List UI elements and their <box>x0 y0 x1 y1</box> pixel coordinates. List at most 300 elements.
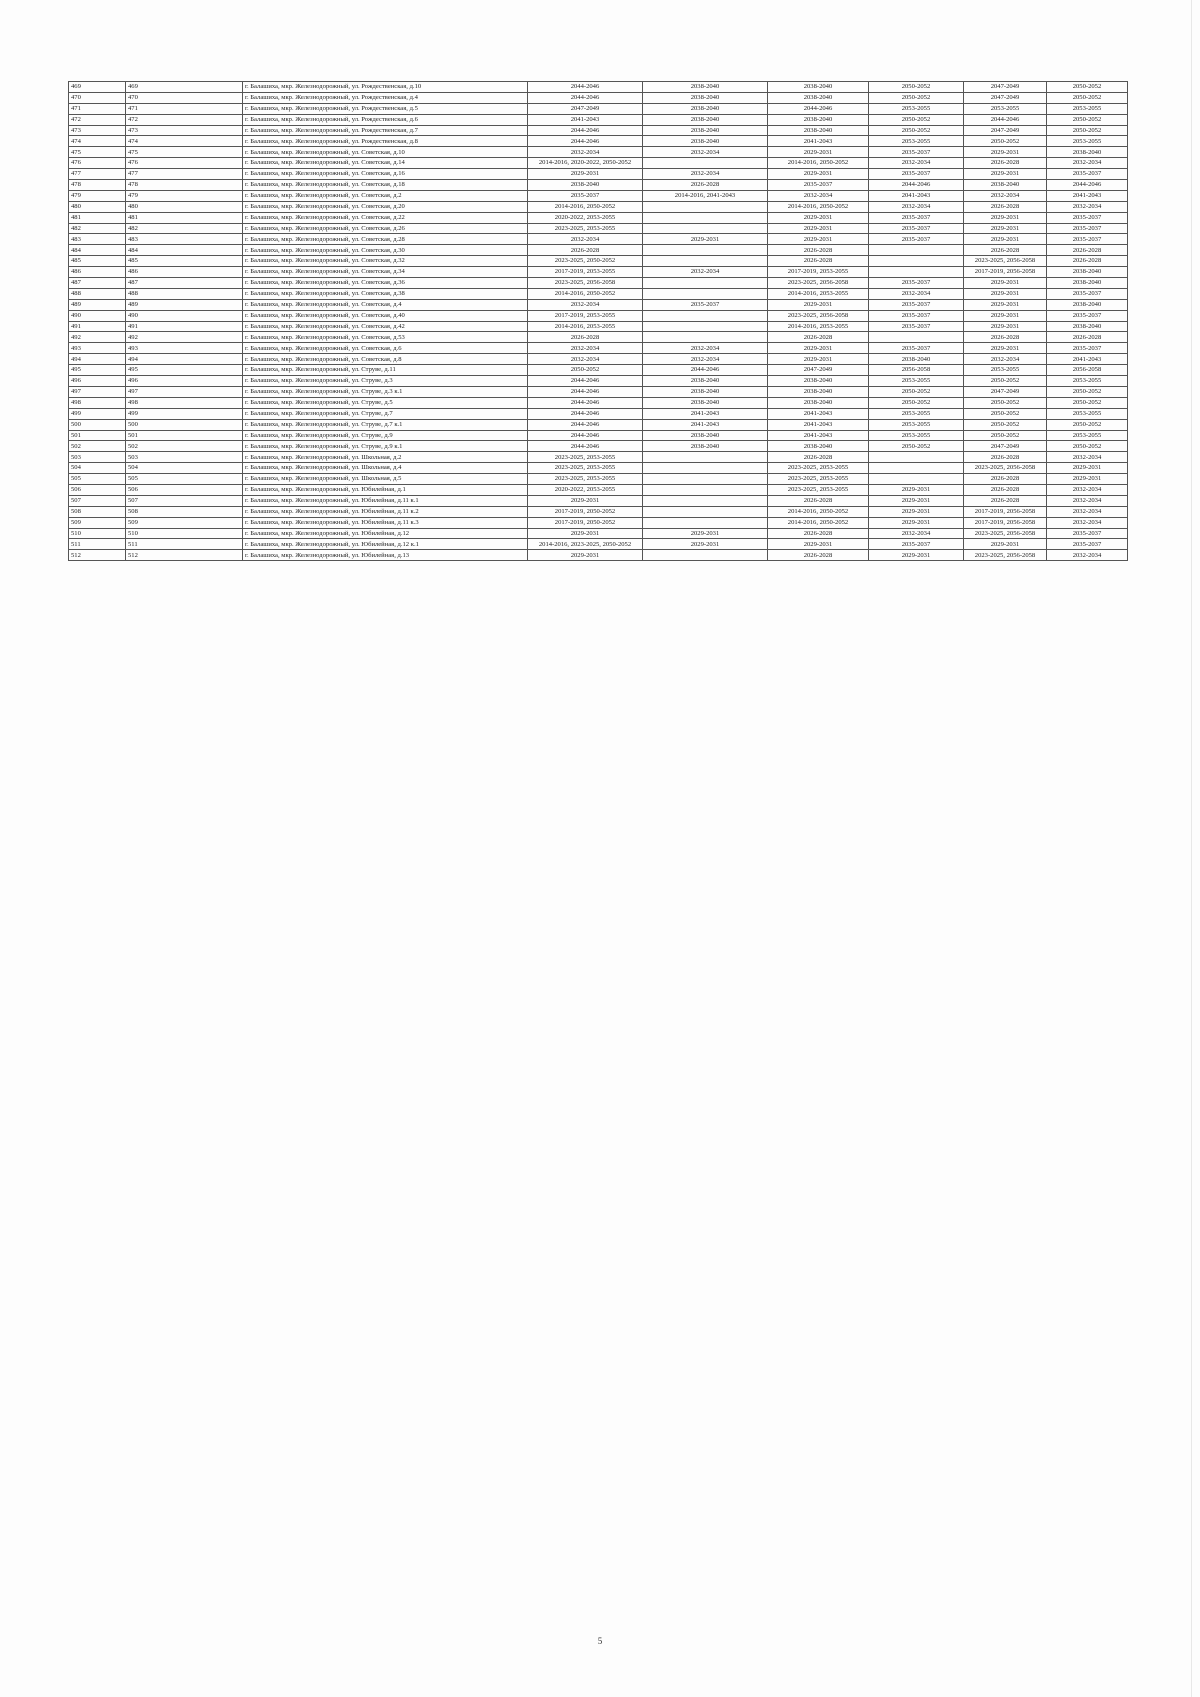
table-cell: 2023-2025, 2053-2055 <box>528 463 643 474</box>
table-cell: 491 <box>126 321 243 332</box>
table-cell: 476 <box>126 158 243 169</box>
table-cell: 2017-2019, 2056-2058 <box>964 267 1047 278</box>
table-cell <box>643 256 768 267</box>
table-cell: 2050-2052 <box>1047 419 1128 430</box>
table-cell: 2044-2046 <box>528 82 643 93</box>
table-cell: 2029-2031 <box>964 539 1047 550</box>
table-cell: 2017-2019, 2050-2052 <box>528 506 643 517</box>
table-cell: 473 <box>69 125 126 136</box>
table-cell: г. Балашиха, мкр. Железнодорожный, ул. Струве, д.9 <box>243 430 528 441</box>
table-cell: г. Балашиха, мкр. Железнодорожный, ул. Рождественская, д.7 <box>243 125 528 136</box>
table-row <box>69 365 1128 376</box>
table-cell: 490 <box>69 310 126 321</box>
table-cell: 478 <box>126 180 243 191</box>
table-cell: г. Балашиха, мкр. Железнодорожный, ул. Струве, д.7 к.1 <box>243 419 528 430</box>
table-cell: 2032-2034 <box>768 190 869 201</box>
table-cell: 2026-2028 <box>1047 245 1128 256</box>
table-cell: 485 <box>126 256 243 267</box>
table-cell: 2029-2031 <box>964 169 1047 180</box>
table-cell: г. Балашиха, мкр. Железнодорожный, ул. Рождественская, д.5 <box>243 103 528 114</box>
table-cell: 486 <box>126 267 243 278</box>
table-cell: 2014-2016, 2050-2052 <box>528 288 643 299</box>
table-cell: 2017-2019, 2053-2055 <box>768 267 869 278</box>
table-cell: 2041-2043 <box>643 419 768 430</box>
table-cell: 2017-2019, 2056-2058 <box>964 506 1047 517</box>
table-row <box>69 506 1128 517</box>
table-cell: 2041-2043 <box>528 114 643 125</box>
table-cell: 2035-2037 <box>1047 528 1128 539</box>
table-cell: 501 <box>69 430 126 441</box>
table-cell: 2026-2028 <box>768 452 869 463</box>
table-cell: 2038-2040 <box>643 386 768 397</box>
table-cell: 2023-2025, 2056-2058 <box>964 528 1047 539</box>
table-cell: 2038-2040 <box>643 92 768 103</box>
table-cell: 481 <box>126 212 243 223</box>
table-cell: 506 <box>126 484 243 495</box>
table-cell: 512 <box>69 550 126 561</box>
table-cell <box>643 332 768 343</box>
table-cell: 2029-2031 <box>528 169 643 180</box>
table-cell: 483 <box>126 234 243 245</box>
table-cell: 2035-2037 <box>869 147 964 158</box>
table-row <box>69 212 1128 223</box>
table-cell: 2056-2058 <box>1047 365 1128 376</box>
table-cell: 486 <box>69 267 126 278</box>
table-cell: г. Балашиха, мкр. Железнодорожный, ул. Школьная, д.5 <box>243 474 528 485</box>
table-cell: г. Балашиха, мкр. Железнодорожный, ул. Юбилейная, д.11 к.1 <box>243 495 528 506</box>
table-cell: 2014-2016, 2050-2052 <box>528 201 643 212</box>
table-cell: 491 <box>69 321 126 332</box>
table-cell <box>643 463 768 474</box>
table-cell: 2032-2034 <box>528 234 643 245</box>
table-cell: г. Балашиха, мкр. Железнодорожный, ул. Рождественская, д.6 <box>243 114 528 125</box>
table-row <box>69 114 1128 125</box>
schedule-table <box>68 81 1128 561</box>
table-cell: 470 <box>69 92 126 103</box>
table-cell: 2023-2025, 2053-2055 <box>528 223 643 234</box>
table-cell: 2044-2046 <box>1047 180 1128 191</box>
table-cell: 2038-2040 <box>869 354 964 365</box>
table-cell: 471 <box>126 103 243 114</box>
table-cell: 2029-2031 <box>869 484 964 495</box>
table-cell: 2029-2031 <box>869 506 964 517</box>
table-cell: 2032-2034 <box>869 201 964 212</box>
table-cell: 2035-2037 <box>1047 310 1128 321</box>
table-cell: 2047-2049 <box>964 125 1047 136</box>
table-cell: 2032-2034 <box>643 343 768 354</box>
table-cell: 498 <box>126 397 243 408</box>
table-cell: 2035-2037 <box>869 234 964 245</box>
table-cell: 2041-2043 <box>768 408 869 419</box>
table-cell: г. Балашиха, мкр. Железнодорожный, ул. Юбилейная, д.11 к.2 <box>243 506 528 517</box>
table-cell: 2053-2055 <box>964 365 1047 376</box>
table-cell <box>643 310 768 321</box>
table-row <box>69 376 1128 387</box>
table-cell <box>643 484 768 495</box>
table-cell: 2041-2043 <box>768 419 869 430</box>
table-row <box>69 419 1128 430</box>
table-cell: г. Балашиха, мкр. Железнодорожный, ул. Рождественская, д.8 <box>243 136 528 147</box>
table-cell: 2029-2031 <box>768 234 869 245</box>
table-cell <box>869 474 964 485</box>
table-cell: 2050-2052 <box>869 92 964 103</box>
table-cell: 2053-2055 <box>869 430 964 441</box>
table-cell <box>869 332 964 343</box>
table-row <box>69 430 1128 441</box>
table-cell: г. Балашиха, мкр. Железнодорожный, ул. Советская, д.14 <box>243 158 528 169</box>
table-cell: 2041-2043 <box>1047 354 1128 365</box>
table-cell: г. Балашиха, мкр. Железнодорожный, ул. Струве, д.5 <box>243 397 528 408</box>
table-row <box>69 201 1128 212</box>
table-cell: 2032-2034 <box>1047 201 1128 212</box>
table-cell: 503 <box>126 452 243 463</box>
table-cell: 2035-2037 <box>1047 212 1128 223</box>
table-cell: 2035-2037 <box>869 310 964 321</box>
table-cell: 477 <box>126 169 243 180</box>
table-cell <box>869 245 964 256</box>
table-cell: 2053-2055 <box>1047 376 1128 387</box>
table-cell <box>643 452 768 463</box>
table-cell: 2029-2031 <box>528 528 643 539</box>
table-cell: 472 <box>69 114 126 125</box>
table-cell: 2029-2031 <box>768 354 869 365</box>
table-cell: 2026-2028 <box>768 495 869 506</box>
table-cell: 2032-2034 <box>869 288 964 299</box>
table-cell: 493 <box>69 343 126 354</box>
table-cell: 2044-2046 <box>528 419 643 430</box>
table-cell: 2014-2016, 2020-2022, 2050-2052 <box>528 158 643 169</box>
table-cell: 2029-2031 <box>964 278 1047 289</box>
table-cell: 475 <box>69 147 126 158</box>
table-cell: 2029-2031 <box>768 539 869 550</box>
table-cell: 490 <box>126 310 243 321</box>
table-cell: 502 <box>69 441 126 452</box>
table-cell: 2047-2049 <box>964 441 1047 452</box>
table-cell: 2023-2025, 2053-2055 <box>528 452 643 463</box>
table-cell: 2032-2034 <box>964 190 1047 201</box>
table-cell: 2044-2046 <box>528 136 643 147</box>
table-cell: 2029-2031 <box>964 310 1047 321</box>
table-cell: 474 <box>69 136 126 147</box>
table-cell: 2035-2037 <box>528 190 643 201</box>
table-cell: г. Балашиха, мкр. Железнодорожный, ул. Советская, д.8 <box>243 354 528 365</box>
table-cell: 2032-2034 <box>1047 550 1128 561</box>
table-row <box>69 169 1128 180</box>
table-cell: 2050-2052 <box>869 82 964 93</box>
table-cell: г. Балашиха, мкр. Железнодорожный, ул. Советская, д.16 <box>243 169 528 180</box>
table-cell: 2050-2052 <box>869 397 964 408</box>
table-cell: 512 <box>126 550 243 561</box>
table-cell: г. Балашиха, мкр. Железнодорожный, ул. Юбилейная, д.11 к.3 <box>243 517 528 528</box>
table-cell: г. Балашиха, мкр. Железнодорожный, ул. Советская, д.26 <box>243 223 528 234</box>
table-cell: 2047-2049 <box>768 365 869 376</box>
table-cell: 2029-2031 <box>964 234 1047 245</box>
table-cell: 504 <box>69 463 126 474</box>
table-cell: 2050-2052 <box>964 376 1047 387</box>
table-cell: 2029-2031 <box>768 169 869 180</box>
table-cell: 2050-2052 <box>869 441 964 452</box>
table-cell: 2038-2040 <box>1047 267 1128 278</box>
table-cell: 2044-2046 <box>528 408 643 419</box>
table-cell: 2053-2055 <box>1047 136 1128 147</box>
table-cell: 2026-2028 <box>768 245 869 256</box>
table-cell: 2029-2031 <box>964 288 1047 299</box>
table-cell: г. Балашиха, мкр. Железнодорожный, ул. Юбилейная, д.13 <box>243 550 528 561</box>
table-cell: 473 <box>126 125 243 136</box>
table-cell: 2035-2037 <box>869 321 964 332</box>
table-cell: 2032-2034 <box>643 354 768 365</box>
table-cell: 2035-2037 <box>869 169 964 180</box>
table-cell: 2026-2028 <box>528 245 643 256</box>
table-cell: 488 <box>126 288 243 299</box>
table-cell: 509 <box>126 517 243 528</box>
table-cell <box>643 321 768 332</box>
table-cell: 2026-2028 <box>768 528 869 539</box>
table-cell <box>643 245 768 256</box>
table-row <box>69 441 1128 452</box>
table-row <box>69 278 1128 289</box>
table-cell: 494 <box>69 354 126 365</box>
table-cell: 2029-2031 <box>964 299 1047 310</box>
table-cell: 2029-2031 <box>1047 474 1128 485</box>
table-cell: г. Балашиха, мкр. Железнодорожный, ул. Советская, д.34 <box>243 267 528 278</box>
table-cell: 2035-2037 <box>869 212 964 223</box>
table-cell <box>643 288 768 299</box>
table-cell: 2014-2016, 2053-2055 <box>768 288 869 299</box>
table-cell: 2029-2031 <box>869 495 964 506</box>
table-cell: г. Балашиха, мкр. Железнодорожный, ул. Советская, д.2 <box>243 190 528 201</box>
table-cell: 2041-2043 <box>643 408 768 419</box>
table-cell: 2047-2049 <box>964 92 1047 103</box>
table-cell: г. Балашиха, мкр. Железнодорожный, ул. Струве, д.11 <box>243 365 528 376</box>
scan-edge <box>1191 0 1192 1697</box>
table-cell: 472 <box>126 114 243 125</box>
table-cell: 2014-2016, 2050-2052 <box>768 506 869 517</box>
table-cell: 2029-2031 <box>643 528 768 539</box>
table-cell: 493 <box>126 343 243 354</box>
table-cell: 2026-2028 <box>964 484 1047 495</box>
table-cell: 2023-2025, 2056-2058 <box>964 463 1047 474</box>
table-cell: 502 <box>126 441 243 452</box>
table-cell: 510 <box>69 528 126 539</box>
table-cell: 2038-2040 <box>643 103 768 114</box>
table-cell: 2026-2028 <box>964 452 1047 463</box>
table-row <box>69 267 1128 278</box>
table-cell: 2029-2031 <box>768 223 869 234</box>
table-cell: 507 <box>126 495 243 506</box>
table-cell: г. Балашиха, мкр. Железнодорожный, ул. Школьная, д.2 <box>243 452 528 463</box>
table-cell: г. Балашиха, мкр. Железнодорожный, ул. Советская, д.22 <box>243 212 528 223</box>
table-cell: 480 <box>69 201 126 212</box>
table-cell: 2017-2019, 2053-2055 <box>528 267 643 278</box>
table-cell: 2032-2034 <box>528 147 643 158</box>
table-cell: 492 <box>126 332 243 343</box>
table-row <box>69 386 1128 397</box>
table-cell: 489 <box>69 299 126 310</box>
table-cell: 492 <box>69 332 126 343</box>
table-cell: 2023-2025, 2056-2058 <box>768 278 869 289</box>
table-cell: 2026-2028 <box>964 474 1047 485</box>
table-cell <box>643 495 768 506</box>
table-cell: 2032-2034 <box>869 528 964 539</box>
table-cell: 2032-2034 <box>643 267 768 278</box>
table-cell: 500 <box>69 419 126 430</box>
table-cell: 2038-2040 <box>643 125 768 136</box>
table-row <box>69 474 1128 485</box>
table-cell: 2023-2025, 2056-2058 <box>964 550 1047 561</box>
table-cell: г. Балашиха, мкр. Железнодорожный, ул. Советская, д.10 <box>243 147 528 158</box>
table-cell <box>643 201 768 212</box>
table-cell: 2032-2034 <box>528 354 643 365</box>
table-cell: 2014-2016, 2041-2043 <box>643 190 768 201</box>
table-cell: 2050-2052 <box>964 430 1047 441</box>
table-cell: 2050-2052 <box>1047 92 1128 103</box>
table-row <box>69 495 1128 506</box>
table-cell: 501 <box>126 430 243 441</box>
table-cell: 2029-2031 <box>528 550 643 561</box>
table-cell: 2035-2037 <box>1047 223 1128 234</box>
table-cell: 484 <box>69 245 126 256</box>
table-row <box>69 92 1128 103</box>
table-row <box>69 550 1128 561</box>
table-cell: г. Балашиха, мкр. Железнодорожный, ул. Советская, д.30 <box>243 245 528 256</box>
table-cell: 496 <box>126 376 243 387</box>
table-cell <box>643 278 768 289</box>
table-cell: 2044-2046 <box>964 114 1047 125</box>
table-cell: 2026-2028 <box>768 256 869 267</box>
table-cell: 476 <box>69 158 126 169</box>
table-cell: 2053-2055 <box>869 103 964 114</box>
table-cell: 2044-2046 <box>643 365 768 376</box>
table-cell: 2035-2037 <box>869 299 964 310</box>
table-cell: г. Балашиха, мкр. Железнодорожный, ул. Советская, д.53 <box>243 332 528 343</box>
table-cell: 2053-2055 <box>869 376 964 387</box>
table-cell: 2026-2028 <box>643 180 768 191</box>
table-cell: 2023-2025, 2056-2058 <box>768 310 869 321</box>
table-cell: 2014-2016, 2050-2052 <box>768 201 869 212</box>
table-row <box>69 354 1128 365</box>
table-cell: 2050-2052 <box>964 408 1047 419</box>
table-cell: 477 <box>69 169 126 180</box>
table-cell: 2029-2031 <box>528 495 643 506</box>
table-row <box>69 125 1128 136</box>
table-cell: 2029-2031 <box>768 343 869 354</box>
table-cell: 481 <box>69 212 126 223</box>
table-cell: 2026-2028 <box>964 201 1047 212</box>
table-cell: 2038-2040 <box>1047 278 1128 289</box>
table-cell: 469 <box>126 82 243 93</box>
table-cell <box>869 267 964 278</box>
table-cell: 2041-2043 <box>1047 190 1128 201</box>
table-cell: 511 <box>69 539 126 550</box>
table-cell: г. Балашиха, мкр. Железнодорожный, ул. Струве, д.3 <box>243 376 528 387</box>
table-cell: 511 <box>126 539 243 550</box>
table-cell: 2032-2034 <box>1047 452 1128 463</box>
table-cell <box>643 158 768 169</box>
table-cell: 2038-2040 <box>643 397 768 408</box>
table-cell: г. Балашиха, мкр. Железнодорожный, ул. Советская, д.32 <box>243 256 528 267</box>
table-cell: 2023-2025, 2053-2055 <box>768 463 869 474</box>
table-cell: 508 <box>126 506 243 517</box>
table-cell: 470 <box>126 92 243 103</box>
table-cell: 2014-2016, 2050-2052 <box>768 517 869 528</box>
table-cell: 2044-2046 <box>528 92 643 103</box>
table-cell: 2026-2028 <box>528 332 643 343</box>
table-cell: 2029-2031 <box>869 517 964 528</box>
table-cell: 2035-2037 <box>1047 539 1128 550</box>
table-cell: 2050-2052 <box>1047 397 1128 408</box>
table-cell: 2047-2049 <box>964 82 1047 93</box>
table-cell: 2041-2043 <box>869 190 964 201</box>
table-cell: 2038-2040 <box>643 376 768 387</box>
table-row <box>69 321 1128 332</box>
table-cell: 2053-2055 <box>869 408 964 419</box>
table-cell: 500 <box>126 419 243 430</box>
table-cell: г. Балашиха, мкр. Железнодорожный, ул. Советская, д.40 <box>243 310 528 321</box>
table-cell: 2038-2040 <box>643 82 768 93</box>
table-cell: г. Балашиха, мкр. Железнодорожный, ул. Советская, д.38 <box>243 288 528 299</box>
table-cell: 2053-2055 <box>1047 103 1128 114</box>
table-cell: 2032-2034 <box>643 169 768 180</box>
table-cell: 499 <box>126 408 243 419</box>
table-cell: 2014-2016, 2050-2052 <box>768 158 869 169</box>
table-cell: 2032-2034 <box>528 343 643 354</box>
table-row <box>69 82 1128 93</box>
table-cell: г. Балашиха, мкр. Железнодорожный, ул. Советская, д.4 <box>243 299 528 310</box>
table-cell: 2026-2028 <box>768 332 869 343</box>
table-cell: 2038-2040 <box>768 386 869 397</box>
table-cell: 2029-2031 <box>768 212 869 223</box>
table-cell: 2032-2034 <box>1047 495 1128 506</box>
table-cell: 2038-2040 <box>643 114 768 125</box>
table-cell: 2032-2034 <box>1047 517 1128 528</box>
table-cell: 2035-2037 <box>1047 169 1128 180</box>
table-cell: 2029-2031 <box>964 147 1047 158</box>
table-cell: 2044-2046 <box>528 125 643 136</box>
table-cell: 2026-2028 <box>1047 332 1128 343</box>
table-row <box>69 288 1128 299</box>
table-cell: 2044-2046 <box>528 441 643 452</box>
table-cell: 2050-2052 <box>1047 82 1128 93</box>
table-cell: 2014-2016, 2053-2055 <box>528 321 643 332</box>
table-cell: 2038-2040 <box>768 92 869 103</box>
table-cell: 2041-2043 <box>768 136 869 147</box>
table-cell: 2038-2040 <box>1047 299 1128 310</box>
table-cell: 488 <box>69 288 126 299</box>
table-cell: 2029-2031 <box>964 212 1047 223</box>
table-cell: 2047-2049 <box>964 386 1047 397</box>
table-cell: 2038-2040 <box>643 430 768 441</box>
table-cell: 2044-2046 <box>768 103 869 114</box>
table-cell: 2017-2019, 2056-2058 <box>964 517 1047 528</box>
table-row <box>69 299 1128 310</box>
table-row <box>69 147 1128 158</box>
table-cell: 2035-2037 <box>643 299 768 310</box>
table-cell <box>869 452 964 463</box>
table-cell: 2017-2019, 2053-2055 <box>528 310 643 321</box>
table-cell: 483 <box>69 234 126 245</box>
table-cell: 507 <box>69 495 126 506</box>
table-cell: 2014-2016, 2023-2025, 2050-2052 <box>528 539 643 550</box>
table-cell: 2044-2046 <box>528 386 643 397</box>
table-cell: 2035-2037 <box>1047 234 1128 245</box>
table-cell: 485 <box>69 256 126 267</box>
table-cell <box>869 256 964 267</box>
table-cell: 2050-2052 <box>964 419 1047 430</box>
table-cell: 2029-2031 <box>768 147 869 158</box>
table-cell <box>643 517 768 528</box>
table-cell: 2038-2040 <box>768 114 869 125</box>
